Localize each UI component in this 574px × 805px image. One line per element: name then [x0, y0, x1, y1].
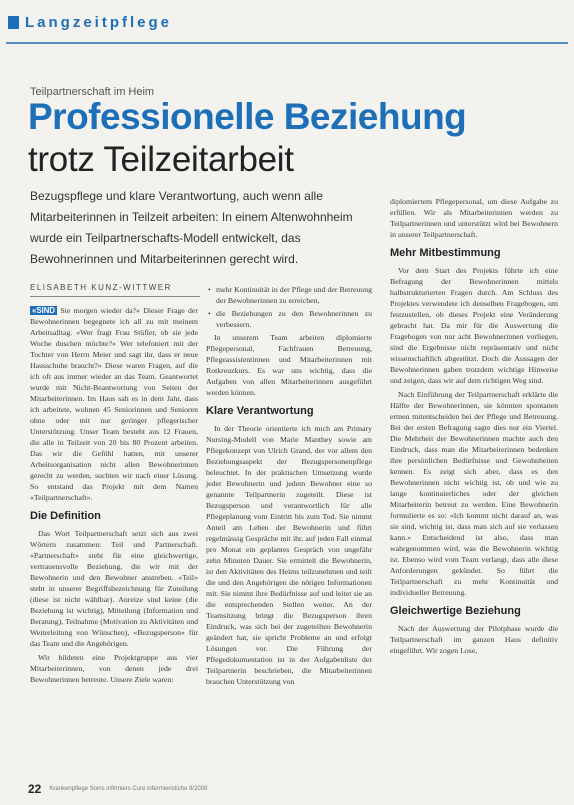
heading-definition: Die Definition [30, 510, 101, 522]
section-header [8, 14, 172, 31]
intro-tag: «SIND [32, 306, 55, 315]
text-column-2 [206, 284, 372, 690]
text-column-1 [30, 305, 198, 688]
heading-responsibility: Klare Verantwortung [206, 405, 314, 417]
page-number: 22 [28, 782, 42, 796]
list-item: • mehr Kontinuität in der Pflege und der Betreuung der Bewohnerinnen zu erreichen, [216, 284, 372, 306]
paragraph: Nach Einführung der Teilpartnerschaft erklärte die Hälfte der Bewohnerinnen, sie könnten spontanen ermen mitentscheiden bei der Pflege und Betreuung. Bei der ersten Befragung sagte dies nur ein Viertel. Die Mehrheit der Bewohnerinnen machte auch den Eindruck, dass man die Mitarbeiterinnen bedenken ihre persönlichen Bedürfnisse und Gewohnheiten kennen. Es zeigt sich aber, dass es den Bewohnerinnen nicht wichtig ist, ob und wie zu lange kontinuierliches oder der gleichen Mitarbeiterin betreut zu werden. Eine Bewohnerin formulierte es so: «Ich kommt nicht darauf an, was sie sind, wichtig ist, dass man sich auf sie verlassen kann.» Entscheidend ist also, dass man wahrgenommen wird, was die Bewohnerin wichtig ist. Ebenso wird vom Team verlangt, dass alle diese Anforderungen gekündet. So führt die Teilpartnerschaft zu mehr Kontinuität und individueller Betreuung. [390, 390, 558, 597]
heading-participation: Mehr Mitbestimmung [390, 247, 501, 259]
section-label: Langzeitpflege [25, 14, 173, 31]
paragraph: diplomiertem Pflegepersonal, um diese Aufgabe zu erfüllen. Wir als Mitarbeiterinnen werden zu Teilpartnerinnen und unterstützt wird bei Bewohnern in unserer Teilpartnerschaft. [390, 197, 558, 239]
article-kicker: Teilpartnerschaft im Heim [30, 86, 155, 98]
paragraph: In der Theorie orientierte ich mich am Primary Nursing-Modell von Marie Manthey sowie am Pflegekonzept von Ulrich Grand, der vor allem den Beziehungsaspekt der Bezugspersonenpflege beleuchtet. In der praktischen Umsetzung wurde jeder Bewohnerin und jedem Bewohner eine so genannte Teilpartnerin zugeteilt. Diese ist Bezugsperson und verantwortlich für alle Pflegeplanung vom Eintritt bis zum Tod. Sie nimmt Anteil am Leben der Bewohnerin und führt regelmässig Gespräche mit ihr, auf jeden Fall einmal pro Monat ein geplantes Gespräch von ungefähr zehn Minuten Dauer. Sie ermittelt die Bewohnerin, ist den Aktivitäten des Heims teilzunehmen und teilt die und den Angehörigen die nötigen Informationen mit. Sie nimmt ihre Bedürfnisse auf und leitet sie an die entsprechenden Stellen weiter. An der Teamsitzung bringt die Bezugsperson ihren Eindruck, was sich bei der zugeteilten Bewohnerin geändert hat, sie spricht Probleme an und erfolgt Lösungen vor. Die Führung der Pflegedokumentation ist in der Aufgabenliste der Teilpartnerin beschrieben, die Mitarbeiterinnen brauchen Unterstützung von [206, 424, 372, 686]
paragraph: Wir bildeten eine Projektgruppe aus vier Mitarbeiterinnen, von denen jede drei Bewohnerinnen betreute. Unsere Ziele waren: [30, 653, 198, 684]
goals-list [206, 284, 372, 330]
paragraph: Das Wort Teilpartnerschaft setzt sich aus zwei Wörtern zusammen: Teil und Partnerschaft. «Partnerschaft» steht für eine gleichwertige, vertrauensvolle Beziehung, die wir mit der Bewohnerin und den Bewohner anstreben. «Teil» steht in unserer Begriffsbezeichnung für Zuteilung (diese ist nicht wählbar). Anreize sind keine (die Beziehung ist wichtig), Mitteilung (Information und Beratung), Teilnahme (Motivation zu Aktivitäten und Weiterleitung von Wünschen), «Bezugsperson» für das Team und die Angehörigen. [30, 529, 198, 648]
article-byline: ELISABETH KUNZ-WITTWER [30, 283, 200, 297]
footer-note: Krankenpflege Soins infirmiers Cure infermieristiche 8/2008 [49, 785, 208, 792]
article-subtitle: trotz Teilzeitarbeit [28, 140, 294, 179]
header-rule [6, 42, 568, 44]
section-marker [8, 16, 19, 29]
paragraph: Nach der Auswertung der Pilotphase wurde die Teilpartnerschaft im ganzen Haus definitiv eingeführt. Wir zogen Lose, [390, 624, 558, 655]
text-column-3 [390, 196, 558, 659]
paragraph: Vor dem Start des Projekts führte ich eine Befragung der Bewohnerinnen mittels halbstrukturierten Fragen durch. Am Schluss des Projektes verwendete ich denselben Fragebogen, um festzustellen, ob dieses Projekt eine Veränderung gebracht hat. Da mir für die Auswertung die Fragebogen von nur acht Bewohnerinnen vorliegen, sind die Ergebnisse nicht repräsentativ und nicht wissenschaftlich abgestützt. Doch die Aussagen der Bewohnerinnen gaben trotzdem wichtige Hinweise und zeigen, dass wir auf dem richtigen Weg sind. [390, 266, 558, 385]
page-footer [28, 782, 207, 796]
paragraph: In unserem Team arbeiten diplomierte Pflegepersonal, Fachfrauen Betreuung, Pflegeassistentinnen und Mitarbeiterinnen mit Rotkreuzkurs. Es war uns wichtig, dass die Aufgaben von allen Mitarbeiterinnen ausgeführt werden können. [206, 333, 372, 397]
intro-paragraph: Sie morgen wieder da?» Dieser Frage der Bewohnerinnen begegnete ich all zu mit meinem Arbeitsalltag. «Wer fragt Frau Stüfler, ob sie jede Woche duschen möchte?» Wer telefoniert mit der Tochter von Herrn Meier und sagt ihr, dass er neue Hausschuhe braucht?» Diese waren Fragen, auf die ich oft aus immer wieder an das Team. Geantwortet wurde mit Nicht-Beantwortung von Seiten der Mitarbeiterinnen. Im Haus sah es in dem Jahr, dass ich arbeitete, wohnen 45 Seniorinnen und Senioren ohne oder mit nur geringer pflegerischer Unterstützung. Unser Team besteht aus 12 Frauen, die alle in Teilzeit von 20 bis 80 Prozent arbeiten. Das wir die Gefühl hatten, mit unserer Arbeitsorganisation nicht allen Bewohnerinnen gerecht zu werden, suchten wir nach einer Lösung. So entstand das Projekt mit dem Namen «Teilpartnerschaft». [30, 306, 198, 502]
list-item: • die Beziehungen zu den Bewohnerinnen zu verbessern. [216, 308, 372, 330]
article-lead: Bezugspflege und klare Verantwortung, auch wenn alle Mitarbeiterinnen in Teilzeit arbeiten: In einem Altenwohnheim wurde ein Teilpartnerschafts-Modell entwickelt, das Bewohnerinnen und Mitarbeiterinnen gerecht wird. [30, 189, 353, 266]
article-title: Professionelle Beziehung [28, 96, 467, 137]
heading-equal-relationship: Gleichwertige Beziehung [390, 605, 521, 617]
